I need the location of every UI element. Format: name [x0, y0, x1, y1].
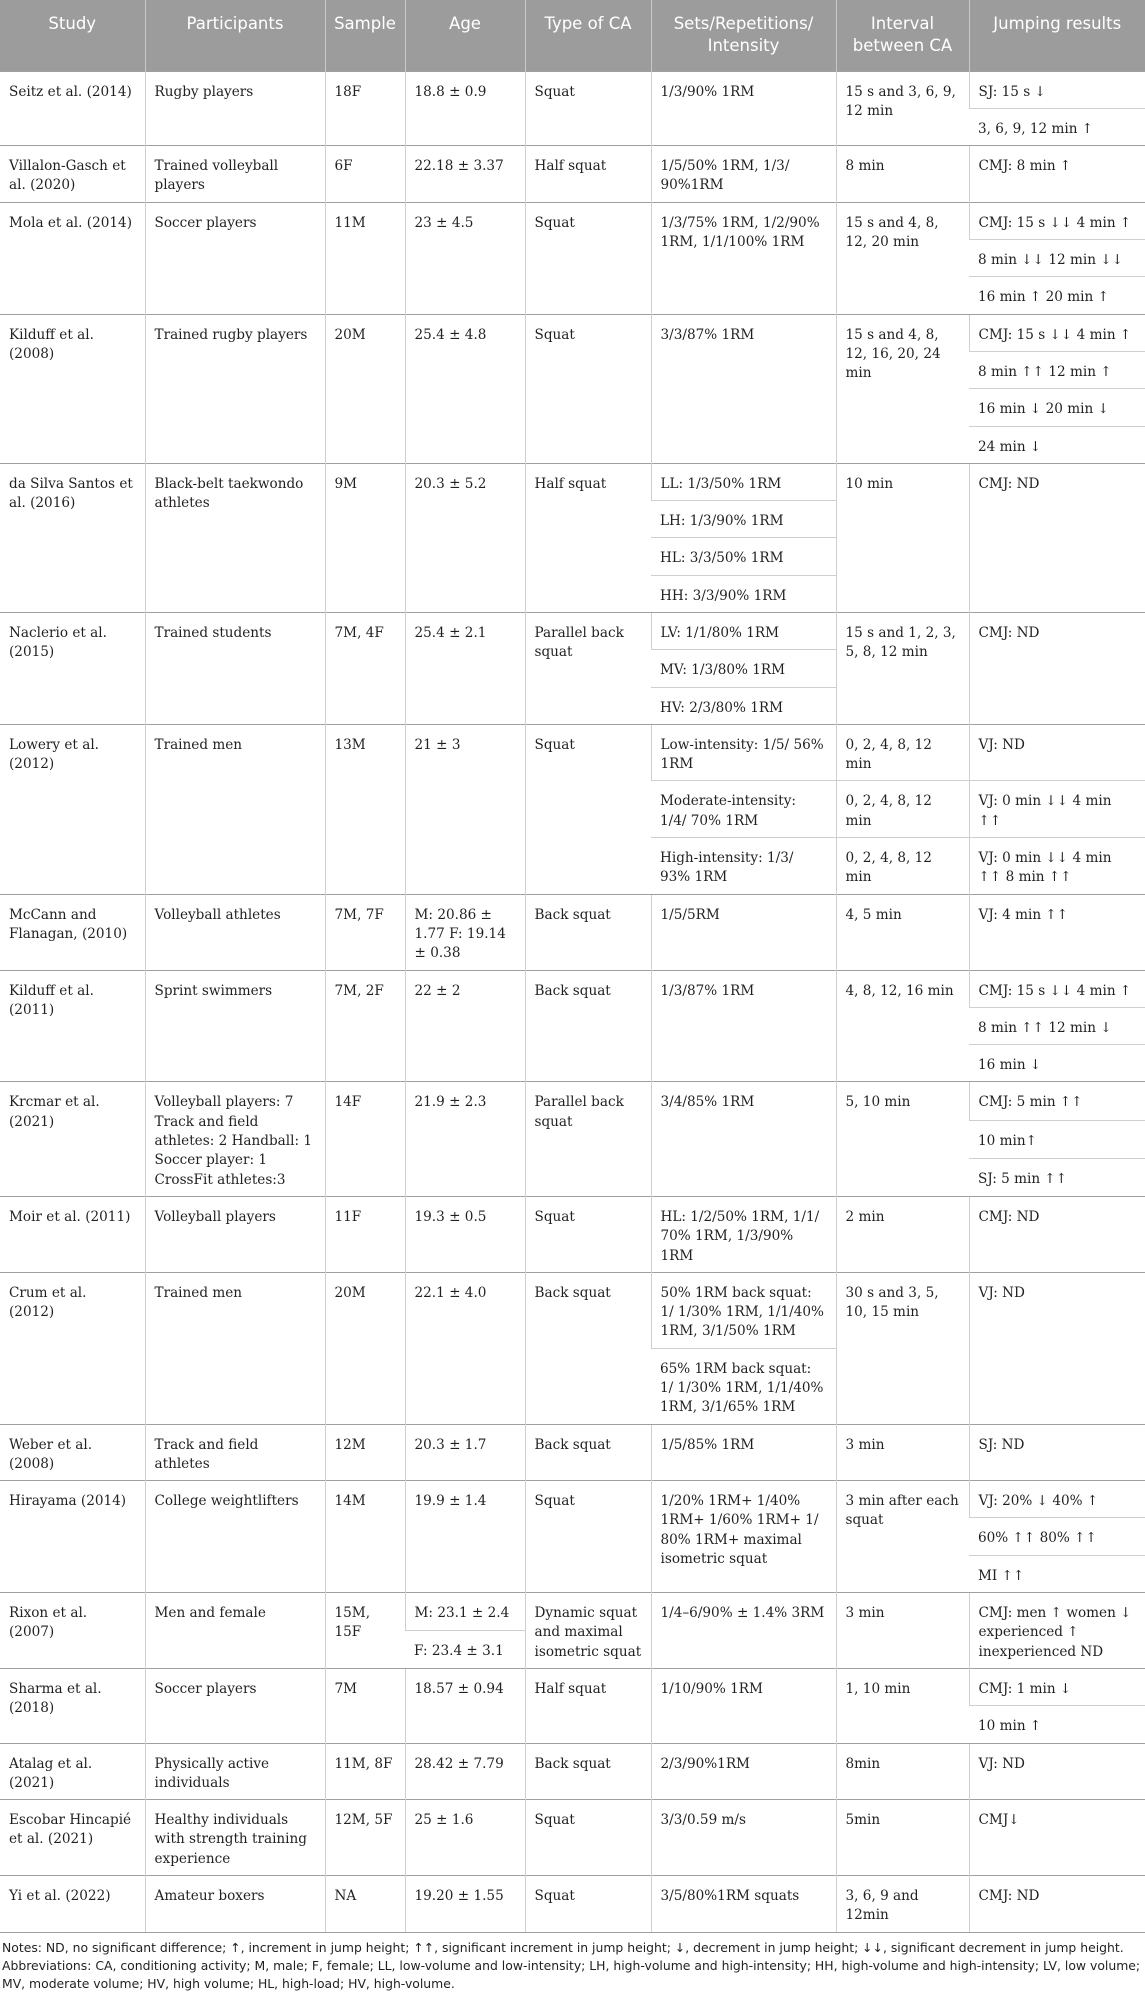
participants-cell: Sprint swimmers: [145, 970, 325, 1082]
table-row: [0, 1196, 1145, 1272]
column-header-interval: Interval between CA: [836, 0, 969, 71]
age-cell: 23 ± 4.5: [405, 202, 525, 314]
sample-cell: NA: [325, 1876, 405, 1933]
sample-cell: 7M, 7F: [325, 894, 405, 970]
sets-cell: 50% 1RM back squat: 1/ 1/30% 1RM, 1/1/40% 1RM, 3/1/50% 1RM: [651, 1272, 836, 1348]
age-cell: 22 ± 2: [405, 970, 525, 1082]
result-cell: CMJ: 5 min ↑↑: [969, 1082, 1145, 1120]
interval-cell: 0, 2, 4, 8, 12 min: [836, 724, 969, 781]
interval-cell: 3 min: [836, 1593, 969, 1669]
interval-cell: 4, 8, 12, 16 min: [836, 970, 969, 1082]
study-cell: Mola et al. (2014): [0, 202, 145, 314]
study-cell: Kilduff et al. (2008): [0, 314, 145, 463]
study-cell: Krcmar et al. (2021): [0, 1082, 145, 1196]
study-cell: da Silva Santos et al. (2016): [0, 463, 145, 612]
table-row: [0, 970, 1145, 1007]
result-cell: CMJ: 15 s ↓↓ 4 min ↑: [969, 314, 1145, 351]
interval-cell: 4, 5 min: [836, 894, 969, 970]
sample-cell: 15M, 15F: [325, 1593, 405, 1669]
ca-type-cell: Squat: [525, 1196, 651, 1272]
interval-cell: 3 min after each squat: [836, 1481, 969, 1593]
sample-cell: 12M, 5F: [325, 1800, 405, 1876]
table-row: [0, 1876, 1145, 1933]
sets-cell: 1/3/87% 1RM: [651, 970, 836, 1082]
study-cell: Moir et al. (2011): [0, 1196, 145, 1272]
ca-type-cell: Half squat: [525, 1668, 651, 1743]
age-cell: 21 ± 3: [405, 724, 525, 894]
result-cell: SJ: 5 min ↑↑: [969, 1158, 1145, 1196]
result-cell: VJ: ND: [969, 1272, 1145, 1424]
ca-type-cell: Back squat: [525, 1424, 651, 1481]
sample-cell: 7M: [325, 1668, 405, 1743]
table-row: [0, 146, 1145, 203]
sets-cell: LV: 1/1/80% 1RM: [651, 612, 836, 649]
result-cell: CMJ: 1 min ↓: [969, 1668, 1145, 1705]
participants-cell: Rugby players: [145, 71, 325, 146]
column-header-jumping-results: Jumping results: [969, 0, 1145, 71]
table-header: [0, 0, 1145, 71]
ca-type-cell: Back squat: [525, 1272, 651, 1424]
age-cell: 25.4 ± 2.1: [405, 612, 525, 724]
participants-cell: Trained volleyball players: [145, 146, 325, 203]
age-cell: 19.3 ± 0.5: [405, 1196, 525, 1272]
sets-cell: 1/5/50% 1RM, 1/3/ 90%1RM: [651, 146, 836, 203]
sample-cell: 20M: [325, 314, 405, 463]
ca-type-cell: Squat: [525, 724, 651, 894]
result-cell: VJ: ND: [969, 1743, 1145, 1800]
sets-cell: HH: 3/3/90% 1RM: [651, 575, 836, 612]
sample-cell: 11M, 8F: [325, 1743, 405, 1800]
result-cell: MI ↑↑: [969, 1555, 1145, 1592]
header-row: [0, 0, 1145, 71]
age-cell: 18.8 ± 0.9: [405, 71, 525, 146]
table-row: [0, 1272, 1145, 1348]
ca-type-cell: Back squat: [525, 1743, 651, 1800]
result-cell: 24 min ↓: [969, 426, 1145, 463]
interval-cell: 15 s and 4, 8, 12, 16, 20, 24 min: [836, 314, 969, 463]
age-cell: 20.3 ± 5.2: [405, 463, 525, 612]
age-cell: 22.1 ± 4.0: [405, 1272, 525, 1424]
column-header-study: Study: [0, 0, 145, 71]
age-cell: M: 23.1 ± 2.4: [405, 1593, 525, 1631]
participants-cell: Soccer players: [145, 1668, 325, 1743]
ca-type-cell: Squat: [525, 1800, 651, 1876]
table-row: [0, 71, 1145, 108]
interval-cell: 2 min: [836, 1196, 969, 1272]
study-cell: Crum et al. (2012): [0, 1272, 145, 1424]
column-header-age: Age: [405, 0, 525, 71]
interval-cell: 3 min: [836, 1424, 969, 1481]
study-cell: Rixon et al. (2007): [0, 1593, 145, 1669]
sets-cell: High-intensity: 1/3/ 93% 1RM: [651, 838, 836, 895]
table-row: [0, 1668, 1145, 1705]
result-cell: CMJ: 15 s ↓↓ 4 min ↑: [969, 970, 1145, 1007]
result-cell: CMJ: ND: [969, 612, 1145, 724]
result-cell: 10 min↑: [969, 1120, 1145, 1158]
ca-type-cell: Half squat: [525, 146, 651, 203]
study-cell: Villalon-Gasch et al. (2020): [0, 146, 145, 203]
table-row: [0, 314, 1145, 351]
result-cell: 16 min ↓ 20 min ↓: [969, 389, 1145, 426]
table-row: [0, 612, 1145, 649]
age-cell: 25.4 ± 4.8: [405, 314, 525, 463]
participants-cell: Black-belt taekwondo athletes: [145, 463, 325, 612]
interval-cell: 5, 10 min: [836, 1082, 969, 1196]
table-row: [0, 724, 1145, 781]
participants-cell: Amateur boxers: [145, 1876, 325, 1933]
table-row: [0, 1743, 1145, 1800]
result-cell: CMJ: 8 min ↑: [969, 146, 1145, 203]
participants-cell: Soccer players: [145, 202, 325, 314]
ca-type-cell: Squat: [525, 1481, 651, 1593]
interval-cell: 15 s and 4, 8, 12, 20 min: [836, 202, 969, 314]
sample-cell: 14F: [325, 1082, 405, 1196]
study-cell: Seitz et al. (2014): [0, 71, 145, 146]
study-cell: Escobar Hincapié et al. (2021): [0, 1800, 145, 1876]
sets-cell: LL: 1/3/50% 1RM: [651, 463, 836, 500]
participants-cell: Trained men: [145, 724, 325, 894]
interval-cell: 15 s and 3, 6, 9, 12 min: [836, 71, 969, 146]
participants-cell: Trained students: [145, 612, 325, 724]
sets-cell: 1/10/90% 1RM: [651, 1668, 836, 1743]
column-header-participants: Participants: [145, 0, 325, 71]
study-cell: Atalag et al. (2021): [0, 1743, 145, 1800]
sample-cell: 18F: [325, 71, 405, 146]
study-cell: Sharma et al. (2018): [0, 1668, 145, 1743]
result-cell: VJ: 0 min ↓↓ 4 min ↑↑ 8 min ↑↑: [969, 838, 1145, 895]
sets-cell: Low-intensity: 1/5/ 56% 1RM: [651, 724, 836, 781]
ca-type-cell: Parallel back squat: [525, 1082, 651, 1196]
sets-cell: LH: 1/3/90% 1RM: [651, 501, 836, 538]
participants-cell: Trained men: [145, 1272, 325, 1424]
sets-cell: 3/4/85% 1RM: [651, 1082, 836, 1196]
table-row: [0, 894, 1145, 970]
participants-cell: Volleyball athletes: [145, 894, 325, 970]
sample-cell: 9M: [325, 463, 405, 612]
sample-cell: 6F: [325, 146, 405, 203]
result-cell: VJ: ND: [969, 724, 1145, 781]
result-cell: CMJ: ND: [969, 1876, 1145, 1933]
ca-type-cell: Dynamic squat and maximal isometric squat: [525, 1593, 651, 1669]
sets-cell: 3/3/0.59 m/s: [651, 1800, 836, 1876]
participants-cell: Volleyball players: 7 Track and field athletes: 2 Handball: 1 Soccer player: 1 CrossFit athletes:3: [145, 1082, 325, 1196]
column-header-sets-intensity: Sets/Repetitions/ Intensity: [651, 0, 836, 71]
participants-cell: Physically active individuals: [145, 1743, 325, 1800]
participants-cell: Healthy individuals with strength training experience: [145, 1800, 325, 1876]
result-cell: 16 min ↓: [969, 1045, 1145, 1082]
sets-cell: MV: 1/3/80% 1RM: [651, 650, 836, 687]
sets-cell: 1/3/75% 1RM, 1/2/90% 1RM, 1/1/100% 1RM: [651, 202, 836, 314]
interval-cell: 0, 2, 4, 8, 12 min: [836, 838, 969, 895]
age-cell: 28.42 ± 7.79: [405, 1743, 525, 1800]
interval-cell: 1, 10 min: [836, 1668, 969, 1743]
interval-cell: 5min: [836, 1800, 969, 1876]
sets-cell: 65% 1RM back squat: 1/ 1/30% 1RM, 1/1/40% 1RM, 3/1/65% 1RM: [651, 1348, 836, 1424]
result-cell: 16 min ↑ 20 min ↑: [969, 277, 1145, 314]
ca-type-cell: Squat: [525, 202, 651, 314]
table-row: [0, 1593, 1145, 1631]
sets-cell: 1/5/5RM: [651, 894, 836, 970]
age-cell: F: 23.4 ± 3.1: [405, 1631, 525, 1669]
sets-cell: HV: 2/3/80% 1RM: [651, 687, 836, 724]
study-cell: Naclerio et al. (2015): [0, 612, 145, 724]
sets-cell: 3/3/87% 1RM: [651, 314, 836, 463]
sets-cell: 1/20% 1RM+ 1/40% 1RM+ 1/60% 1RM+ 1/ 80% 1RM+ maximal isometric squat: [651, 1481, 836, 1593]
study-cell: Yi et al. (2022): [0, 1876, 145, 1933]
age-cell: 25 ± 1.6: [405, 1800, 525, 1876]
table-row: [0, 1800, 1145, 1876]
result-cell: CMJ: men ↑ women ↓ experienced ↑ inexperienced ND: [969, 1593, 1145, 1669]
age-cell: 19.9 ± 1.4: [405, 1481, 525, 1593]
table-row: [0, 202, 1145, 239]
age-cell: 20.3 ± 1.7: [405, 1424, 525, 1481]
age-cell: 22.18 ± 3.37: [405, 146, 525, 203]
notes-abbreviations: Abbreviations: CA, conditioning activity; M, male; F, female; LL, low-volume and low-intensity; LH, high-volume and high-intensity; HH, high-volume and high-intensity; LV, low volume; MV, moderate volume; HV, high volume; HL, high-load; HV, high-volume.: [2, 1957, 1141, 1991]
ca-type-cell: Back squat: [525, 894, 651, 970]
ca-type-cell: Squat: [525, 71, 651, 146]
sets-cell: Moderate-intensity: 1/4/ 70% 1RM: [651, 781, 836, 838]
interval-cell: 3, 6, 9 and 12min: [836, 1876, 969, 1933]
sample-cell: 13M: [325, 724, 405, 894]
result-cell: 3, 6, 9, 12 min ↑: [969, 108, 1145, 145]
participants-cell: Trained rugby players: [145, 314, 325, 463]
result-cell: CMJ: ND: [969, 1196, 1145, 1272]
result-cell: CMJ: ND: [969, 463, 1145, 612]
result-cell: 60% ↑↑ 80% ↑↑: [969, 1518, 1145, 1555]
interval-cell: 15 s and 1, 2, 3, 5, 8, 12 min: [836, 612, 969, 724]
ca-type-cell: Parallel back squat: [525, 612, 651, 724]
result-cell: SJ: 15 s ↓: [969, 71, 1145, 108]
sets-cell: 3/5/80%1RM squats: [651, 1876, 836, 1933]
study-cell: Lowery et al. (2012): [0, 724, 145, 894]
interval-cell: 0, 2, 4, 8, 12 min: [836, 781, 969, 838]
result-cell: CMJ: 15 s ↓↓ 4 min ↑: [969, 202, 1145, 239]
table-row: [0, 1424, 1145, 1481]
result-cell: CMJ↓: [969, 1800, 1145, 1876]
study-cell: Weber et al. (2008): [0, 1424, 145, 1481]
result-cell: 8 min ↓↓ 12 min ↓↓: [969, 240, 1145, 277]
table-body: [0, 71, 1145, 1932]
study-cell: McCann and Flanagan, (2010): [0, 894, 145, 970]
result-cell: VJ: 0 min ↓↓ 4 min ↑↑: [969, 781, 1145, 838]
study-cell: Kilduff et al. (2011): [0, 970, 145, 1082]
interval-cell: 8 min: [836, 146, 969, 203]
result-cell: SJ: ND: [969, 1424, 1145, 1481]
notes-legend: Notes: ND, no significant difference; ↑, increment in jump height; ↑↑, significant increment in jump height; ↓, decrement in jump height; ↓↓, significant decrement in jump height.: [2, 1939, 1124, 1955]
age-cell: 18.57 ± 0.94: [405, 1668, 525, 1743]
result-cell: VJ: 20% ↓ 40% ↑: [969, 1481, 1145, 1518]
column-header-type-of-ca: Type of CA: [525, 0, 651, 71]
column-header-sample: Sample: [325, 0, 405, 71]
ca-type-cell: Squat: [525, 314, 651, 463]
age-cell: 19.20 ± 1.55: [405, 1876, 525, 1933]
result-cell: 8 min ↑↑ 12 min ↑: [969, 351, 1145, 388]
sample-cell: 11M: [325, 202, 405, 314]
table-row: [0, 1481, 1145, 1518]
age-cell: 21.9 ± 2.3: [405, 1082, 525, 1196]
sample-cell: 14M: [325, 1481, 405, 1593]
sample-cell: 20M: [325, 1272, 405, 1424]
result-cell: VJ: 4 min ↑↑: [969, 894, 1145, 970]
sets-cell: 1/3/90% 1RM: [651, 71, 836, 146]
ca-type-cell: Half squat: [525, 463, 651, 612]
interval-cell: 8min: [836, 1743, 969, 1800]
sets-cell: 1/4–6/90% ± 1.4% 3RM: [651, 1593, 836, 1669]
study-cell: Hirayama (2014): [0, 1481, 145, 1593]
interval-cell: 10 min: [836, 463, 969, 612]
participants-cell: Track and field athletes: [145, 1424, 325, 1481]
interval-cell: 30 s and 3, 5, 10, 15 min: [836, 1272, 969, 1424]
ca-type-cell: Squat: [525, 1876, 651, 1933]
table-row: [0, 463, 1145, 500]
participants-cell: Volleyball players: [145, 1196, 325, 1272]
table-row: [0, 1082, 1145, 1120]
sample-cell: 11F: [325, 1196, 405, 1272]
participants-cell: College weightlifters: [145, 1481, 325, 1593]
ca-type-cell: Back squat: [525, 970, 651, 1082]
sample-cell: 7M, 2F: [325, 970, 405, 1082]
table-notes: [0, 1933, 1145, 1993]
participants-cell: Men and female: [145, 1593, 325, 1669]
result-cell: 10 min ↑: [969, 1706, 1145, 1743]
sets-cell: 1/5/85% 1RM: [651, 1424, 836, 1481]
sets-cell: HL: 1/2/50% 1RM, 1/1/ 70% 1RM, 1/3/90% 1RM: [651, 1196, 836, 1272]
sample-cell: 12M: [325, 1424, 405, 1481]
age-cell: M: 20.86 ± 1.77 F: 19.14 ± 0.38: [405, 894, 525, 970]
sets-cell: 2/3/90%1RM: [651, 1743, 836, 1800]
sets-cell: HL: 3/3/50% 1RM: [651, 538, 836, 575]
result-cell: 8 min ↑↑ 12 min ↓: [969, 1007, 1145, 1044]
sample-cell: 7M, 4F: [325, 612, 405, 724]
